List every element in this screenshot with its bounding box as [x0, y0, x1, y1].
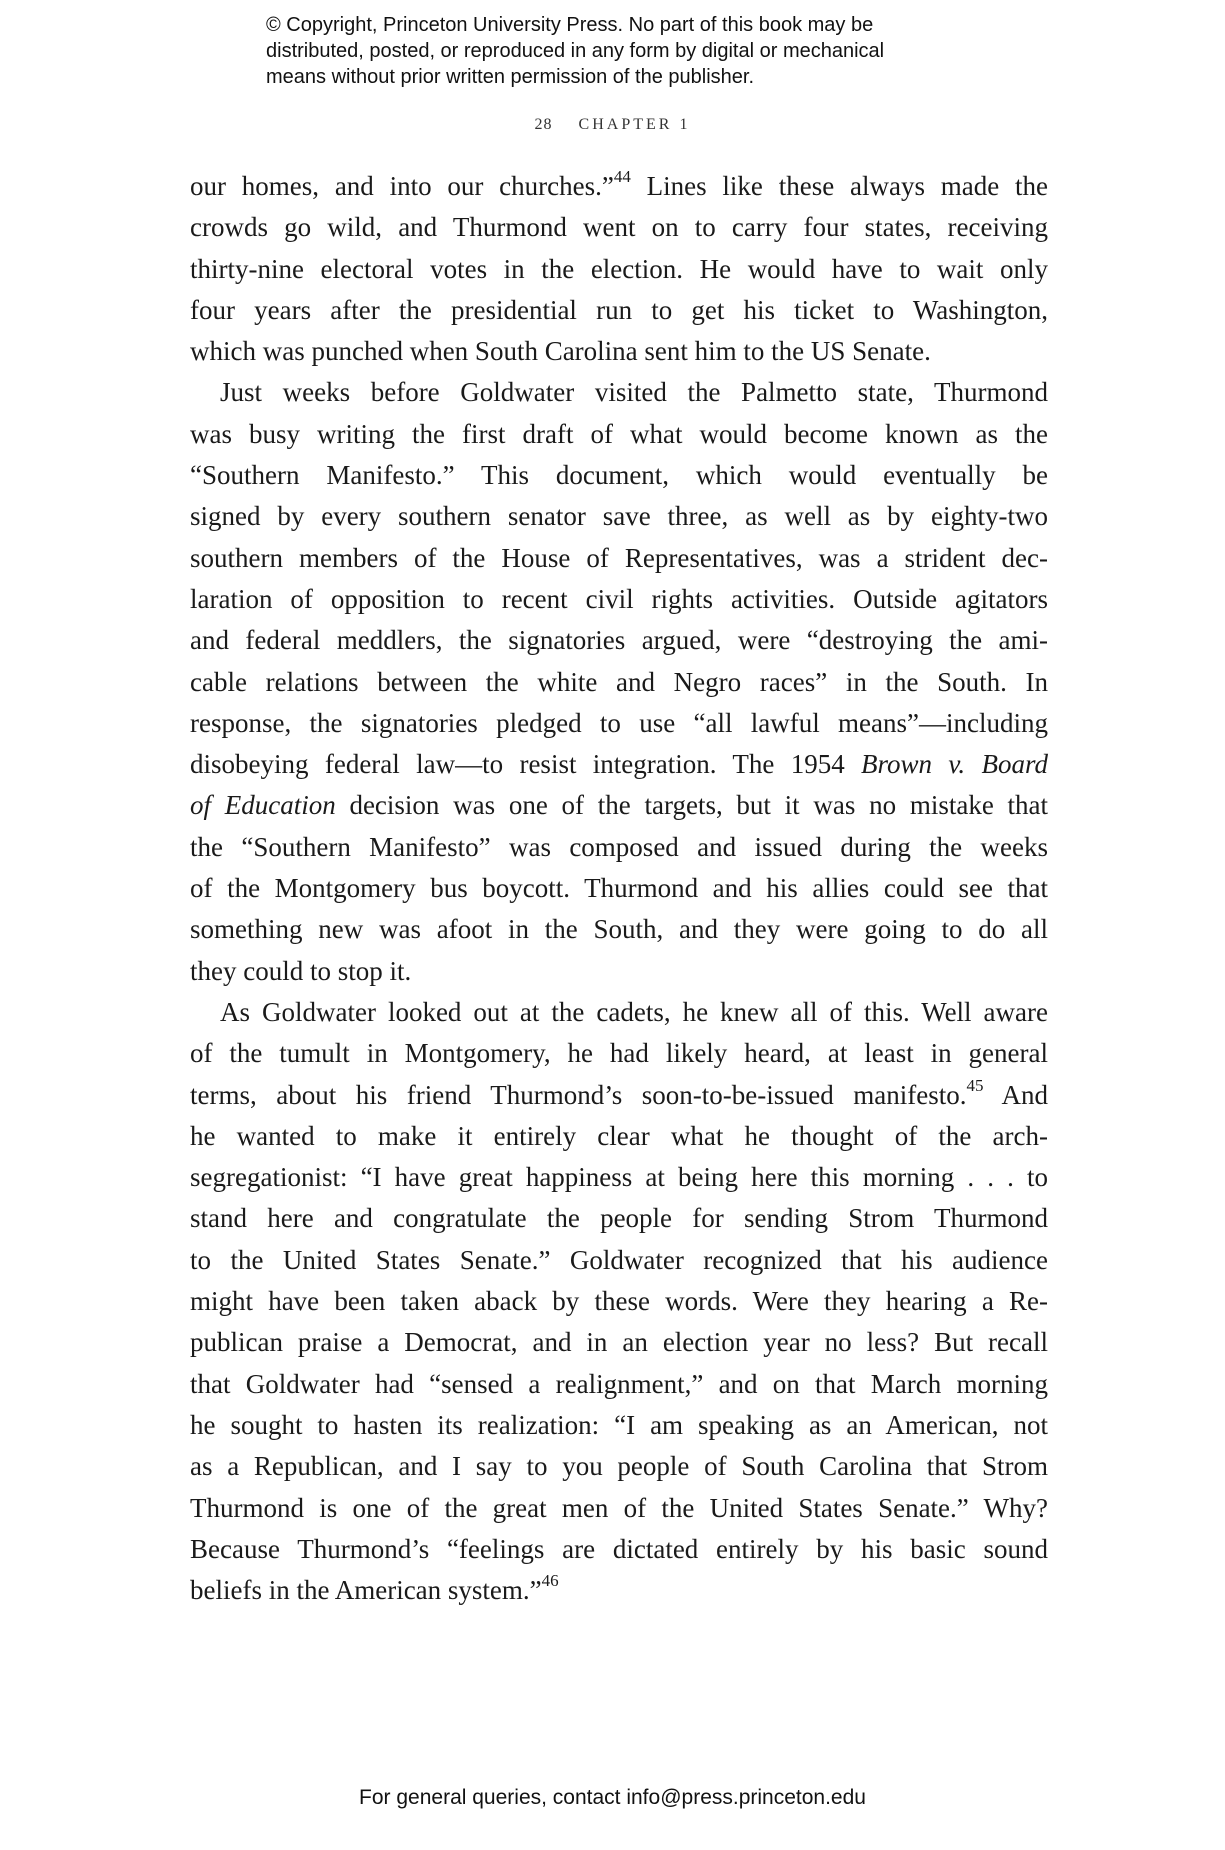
- text-line: laration of opposition to recent civil rights activities. Outside agitators: [190, 583, 1048, 614]
- text-line: four years after the presidential run to get his ticket to Washington,: [190, 294, 1048, 325]
- text-line: signed by every southern senator save three, as well as by eighty-two: [190, 501, 1048, 532]
- text-line: Because Thurmond’s “feelings are dictated entirely by his basic sound: [190, 1533, 1048, 1564]
- running-head: [0, 116, 1225, 134]
- text-line: [190, 1075, 1048, 1116]
- text-line: stand here and congratulate the people for sending Strom Thurmond: [190, 1203, 1048, 1234]
- text-run: disobeying federal law—to resist integration. The 1954: [190, 749, 862, 780]
- text-line: [190, 166, 1048, 207]
- text-line: he sought to hasten its realization: “I am speaking as an American, not: [190, 1409, 1048, 1440]
- text-line: [190, 744, 1048, 785]
- text-run: beliefs in the American system.”: [190, 1575, 542, 1606]
- text-line: segregationist: “I have great happiness at being here this morning . . . to: [190, 1162, 1048, 1193]
- text-run: decision was one of the targets, but it was no mistake that: [335, 790, 1049, 821]
- text-line: they could to stop it.: [190, 955, 412, 986]
- text-run: Lines like these always made the: [630, 171, 1048, 201]
- text-run: our homes, and into our churches.”: [190, 171, 614, 201]
- text-line: “Southern Manifesto.” This document, which would eventually be: [190, 460, 1048, 491]
- text-line: that Goldwater had “sensed a realignment,” and on that March morning: [190, 1368, 1048, 1399]
- text-line: something new was afoot in the South, and they were going to do all: [190, 914, 1048, 945]
- text-line: to the United States Senate.” Goldwater recognized that his audience: [190, 1244, 1048, 1275]
- paragraph-1: [190, 166, 1048, 372]
- copyright-line: distributed, posted, or reproduced in any form by digital or mechanical: [266, 40, 885, 62]
- page-number: 28: [534, 116, 553, 133]
- footnote-ref-46[interactable]: 46: [541, 1571, 559, 1591]
- text-line: [190, 785, 1048, 826]
- text-line: and federal meddlers, the signatories argued, were “destroying the ami-: [190, 625, 1048, 656]
- text-line: which was punched when South Carolina sent him to the US Senate.: [190, 336, 931, 367]
- text-line: might have been taken aback by these words. Were they hearing a Re-: [190, 1286, 1048, 1317]
- copyright-notice: [266, 12, 1026, 90]
- text-line: publican praise a Democrat, and in an election year no less? But recall: [190, 1327, 1048, 1358]
- text-line: of the tumult in Montgomery, he had likely heard, at least in general: [190, 1038, 1048, 1069]
- text-line: response, the signatories pledged to use “all lawful means”—including: [190, 707, 1048, 738]
- text-line: cable relations between the white and Negro races” in the South. In: [190, 666, 1048, 697]
- text-line: crowds go wild, and Thurmond went on to carry four states, receiving: [190, 212, 1048, 243]
- paragraph-3: [190, 992, 1048, 1611]
- footnote-ref-45[interactable]: 45: [966, 1075, 984, 1095]
- text-run: And: [983, 1079, 1049, 1110]
- text-line: Thurmond is one of the great men of the United States Senate.” Why?: [190, 1492, 1048, 1523]
- text-run: terms, about his friend Thurmond’s soon-to-be-issued manifesto.: [190, 1079, 967, 1110]
- case-title: of Education: [190, 790, 336, 821]
- footer-contact: For general queries, contact info@press.princeton.edu: [359, 1786, 866, 1809]
- copyright-line: © Copyright, Princeton University Press. No part of this book may be: [266, 14, 874, 36]
- text-line: [190, 1570, 1048, 1611]
- text-line: as a Republican, and I say to you people of South Carolina that Strom: [190, 1451, 1048, 1482]
- text-line: thirty-nine electoral votes in the election. He would have to wait only: [190, 253, 1048, 284]
- text-line: southern members of the House of Representatives, was a strident dec-: [190, 542, 1048, 573]
- chapter-label: CHAPTER 1: [578, 116, 691, 133]
- body-text: [190, 166, 1048, 1611]
- paragraph-2: [190, 372, 1048, 991]
- text-line: Just weeks before Goldwater visited the Palmetto state, Thurmond: [220, 377, 1048, 408]
- text-line: As Goldwater looked out at the cadets, he knew all of this. Well aware: [220, 996, 1048, 1027]
- copyright-line: means without prior written permission of the publisher.: [266, 66, 755, 88]
- case-title: Brown v. Board: [861, 749, 1048, 780]
- text-line: he wanted to make it entirely clear what he thought of the arch-: [190, 1120, 1048, 1151]
- text-line: the “Southern Manifesto” was composed and issued during the weeks: [190, 831, 1048, 862]
- footnote-ref-44[interactable]: 44: [613, 167, 631, 186]
- text-line: was busy writing the first draft of what would become known as the: [190, 418, 1048, 449]
- text-line: of the Montgomery bus boycott. Thurmond and his allies could see that: [190, 873, 1048, 904]
